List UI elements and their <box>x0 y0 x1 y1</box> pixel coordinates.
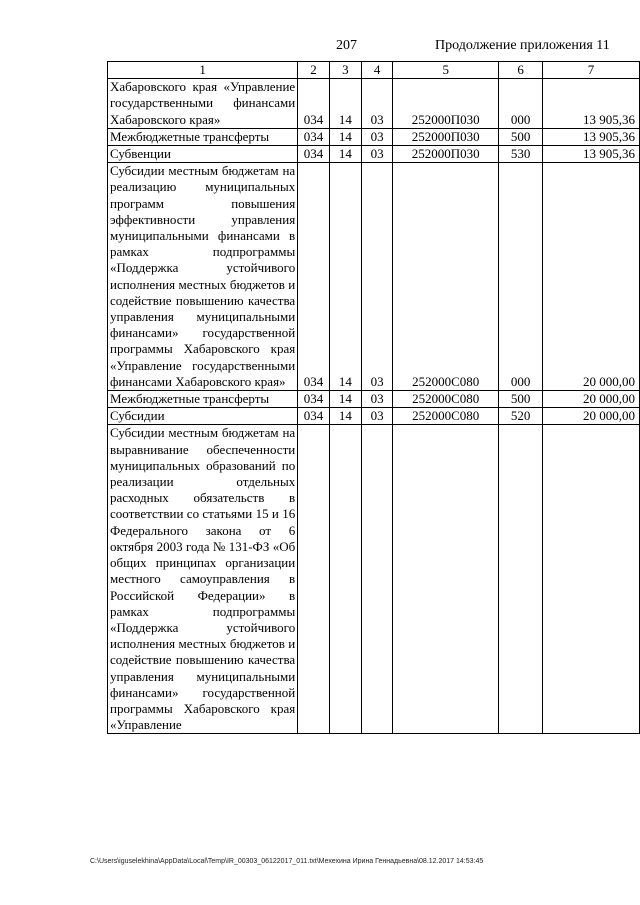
continuation-label: Продолжение приложения 11 <box>435 38 610 53</box>
cell-section: 14 <box>329 391 361 408</box>
cell-target <box>393 425 499 734</box>
table-row <box>108 163 640 391</box>
cell-type: 520 <box>499 408 543 425</box>
cell-target: 252000П030 <box>393 79 499 129</box>
page-number: 207 <box>336 38 357 53</box>
cell-type: 000 <box>499 79 543 129</box>
cell-subsection <box>361 425 392 734</box>
footer-file-path: C:\Users\iguselekhina\AppData\Local\Temp\IR_00303_06122017_011.txt\Мехехина Ирина Геннадьевна\08.12.2017 14:53:45 <box>90 858 484 865</box>
cell-subsection: 03 <box>361 408 392 425</box>
cell-code: 034 <box>298 163 330 391</box>
cell-amount: 20 000,00 <box>543 408 640 425</box>
column-header: 3 <box>329 62 361 79</box>
cell-type <box>499 425 543 734</box>
row-name: Субсидии <box>108 408 298 425</box>
cell-amount: 13 905,36 <box>543 79 640 129</box>
cell-code: 034 <box>298 408 330 425</box>
cell-subsection: 03 <box>361 391 392 408</box>
budget-table <box>107 61 640 734</box>
cell-target: 252000П030 <box>393 146 499 163</box>
table-row <box>108 391 640 408</box>
cell-type: 500 <box>499 391 543 408</box>
column-header: 7 <box>543 62 640 79</box>
cell-section: 14 <box>329 163 361 391</box>
column-header: 4 <box>361 62 392 79</box>
cell-target: 252000С080 <box>393 391 499 408</box>
cell-target: 252000П030 <box>393 128 499 145</box>
column-header: 2 <box>298 62 330 79</box>
column-header: 1 <box>108 62 298 79</box>
cell-target: 252000С080 <box>393 408 499 425</box>
table-row <box>108 408 640 425</box>
cell-amount: 13 905,36 <box>543 128 640 145</box>
cell-subsection: 03 <box>361 79 392 129</box>
column-header: 5 <box>393 62 499 79</box>
cell-target: 252000С080 <box>393 163 499 391</box>
row-name: Субсидии местным бюджетам на выравнивание обеспеченности муниципальных образований по реализации отдельных расходных обязательств в соответствии со статьями 15 и 16 Федерального закона от 6 октября 2003 года № 131-ФЗ «Об общих принципах организации местного самоуправления в Российской Федерации» в рамках подпрограммы «Поддержка устойчивого исполнения местных бюджетов и содействие повышению качества управления муниципальными финансами» государственной программы Хабаровского края «Управление <box>108 425 298 734</box>
cell-type: 000 <box>499 163 543 391</box>
cell-subsection: 03 <box>361 128 392 145</box>
cell-subsection: 03 <box>361 146 392 163</box>
cell-code <box>298 425 330 734</box>
cell-section: 14 <box>329 146 361 163</box>
table-row <box>108 425 640 734</box>
column-header: 6 <box>499 62 543 79</box>
cell-section: 14 <box>329 79 361 129</box>
cell-code: 034 <box>298 128 330 145</box>
cell-section <box>329 425 361 734</box>
row-name: Межбюджетные трансферты <box>108 391 298 408</box>
cell-amount: 20 000,00 <box>543 391 640 408</box>
table-row <box>108 79 640 129</box>
table-row <box>108 146 640 163</box>
row-name: Субвенции <box>108 146 298 163</box>
cell-section: 14 <box>329 128 361 145</box>
cell-code: 034 <box>298 79 330 129</box>
row-name: Межбюджетные трансферты <box>108 128 298 145</box>
cell-amount: 13 905,36 <box>543 146 640 163</box>
table-header-row <box>108 62 640 79</box>
cell-subsection: 03 <box>361 163 392 391</box>
cell-code: 034 <box>298 146 330 163</box>
cell-code: 034 <box>298 391 330 408</box>
table-row <box>108 128 640 145</box>
cell-amount: 20 000,00 <box>543 163 640 391</box>
cell-type: 530 <box>499 146 543 163</box>
row-name: Хабаровского края «Управление государственными финансами Хабаровского края» <box>108 79 298 129</box>
cell-type: 500 <box>499 128 543 145</box>
row-name: Субсидии местным бюджетам на реализацию муниципальных программ повышения эффективности управления муниципальными финансами в рамках подпрограммы «Поддержка устойчивого исполнения местных бюджетов и содействие повышению качества управления муниципальными финансами» государственной программы Хабаровского края «Управление государственными финансами Хабаровского края» <box>108 163 298 391</box>
cell-section: 14 <box>329 408 361 425</box>
cell-amount <box>543 425 640 734</box>
